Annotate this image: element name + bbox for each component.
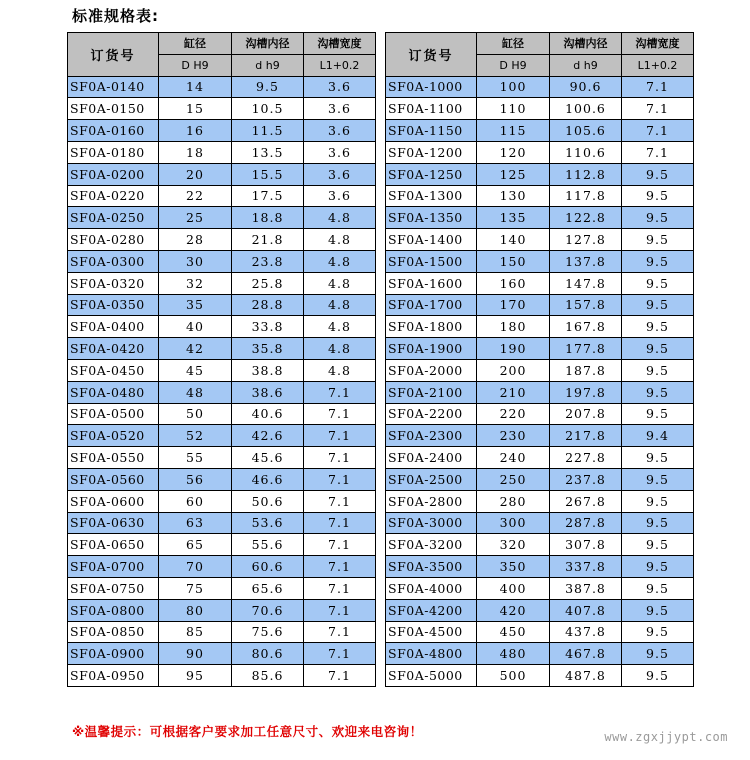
- groove-diameter-cell: 207.8: [550, 403, 622, 425]
- groove-diameter-cell: 177.8: [550, 338, 622, 360]
- bore-cell: 16: [159, 120, 232, 142]
- header-groove-width: 沟槽宽度: [622, 33, 694, 55]
- table-row: [68, 294, 376, 316]
- spec-table-right: [385, 32, 694, 687]
- bore-cell: 22: [159, 185, 232, 207]
- groove-diameter-cell: 307.8: [550, 534, 622, 556]
- table-row: [386, 207, 694, 229]
- groove-width-cell: 4.8: [304, 207, 376, 229]
- groove-width-cell: 9.5: [622, 468, 694, 490]
- groove-width-cell: 9.5: [622, 294, 694, 316]
- groove-diameter-cell: 287.8: [550, 512, 622, 534]
- groove-diameter-cell: 137.8: [550, 250, 622, 272]
- table-row: [68, 272, 376, 294]
- groove-diameter-cell: 18.8: [232, 207, 304, 229]
- order-code-cell: SF0A-5000: [386, 665, 477, 687]
- groove-width-cell: 4.8: [304, 316, 376, 338]
- table-row: [68, 490, 376, 512]
- groove-width-cell: 7.1: [304, 403, 376, 425]
- bore-cell: 210: [477, 381, 550, 403]
- bore-cell: 25: [159, 207, 232, 229]
- table-row: [68, 425, 376, 447]
- groove-width-cell: 7.1: [304, 534, 376, 556]
- table-row: [386, 490, 694, 512]
- groove-diameter-cell: 227.8: [550, 447, 622, 469]
- groove-width-cell: 9.5: [622, 556, 694, 578]
- bore-cell: 18: [159, 141, 232, 163]
- header-groove-diameter-tolerance: d h9: [232, 54, 304, 76]
- groove-diameter-cell: 53.6: [232, 512, 304, 534]
- bore-cell: 48: [159, 381, 232, 403]
- order-code-cell: SF0A-2400: [386, 447, 477, 469]
- order-code-cell: SF0A-0950: [68, 665, 159, 687]
- groove-width-cell: 7.1: [304, 599, 376, 621]
- bore-cell: 60: [159, 490, 232, 512]
- groove-diameter-cell: 112.8: [550, 163, 622, 185]
- bore-cell: 500: [477, 665, 550, 687]
- groove-width-cell: 3.6: [304, 163, 376, 185]
- table-row: [386, 163, 694, 185]
- table-row: [386, 621, 694, 643]
- table-row: [386, 425, 694, 447]
- groove-width-cell: 3.6: [304, 98, 376, 120]
- bore-cell: 15: [159, 98, 232, 120]
- header-bore: 缸径: [477, 33, 550, 55]
- order-code-cell: SF0A-0150: [68, 98, 159, 120]
- order-code-cell: SF0A-3200: [386, 534, 477, 556]
- table-row: [68, 163, 376, 185]
- table-row: [68, 207, 376, 229]
- groove-width-cell: 9.5: [622, 512, 694, 534]
- groove-width-cell: 9.5: [622, 185, 694, 207]
- bore-cell: 90: [159, 643, 232, 665]
- order-code-cell: SF0A-1250: [386, 163, 477, 185]
- table-row: [386, 272, 694, 294]
- groove-width-cell: 9.5: [622, 272, 694, 294]
- order-code-cell: SF0A-1150: [386, 120, 477, 142]
- table-row: [68, 229, 376, 251]
- table-row: [386, 556, 694, 578]
- bore-cell: 350: [477, 556, 550, 578]
- order-code-cell: SF0A-0500: [68, 403, 159, 425]
- groove-width-cell: 9.5: [622, 599, 694, 621]
- header-order-number: 订货号: [68, 33, 159, 77]
- header-bore: 缸径: [159, 33, 232, 55]
- order-code-cell: SF0A-3000: [386, 512, 477, 534]
- groove-diameter-cell: 10.5: [232, 98, 304, 120]
- table-row: [68, 447, 376, 469]
- groove-width-cell: 7.1: [304, 621, 376, 643]
- header-bore-tolerance: D H9: [477, 54, 550, 76]
- groove-diameter-cell: 110.6: [550, 141, 622, 163]
- groove-diameter-cell: 28.8: [232, 294, 304, 316]
- header-groove-diameter: 沟槽内径: [232, 33, 304, 55]
- order-code-cell: SF0A-0300: [68, 250, 159, 272]
- groove-diameter-cell: 187.8: [550, 359, 622, 381]
- groove-diameter-cell: 60.6: [232, 556, 304, 578]
- groove-diameter-cell: 85.6: [232, 665, 304, 687]
- groove-width-cell: 4.8: [304, 229, 376, 251]
- bore-cell: 125: [477, 163, 550, 185]
- groove-diameter-cell: 437.8: [550, 621, 622, 643]
- bore-cell: 300: [477, 512, 550, 534]
- spec-table-left: [67, 32, 376, 687]
- groove-width-cell: 9.5: [622, 316, 694, 338]
- groove-diameter-cell: 127.8: [550, 229, 622, 251]
- table-row: [386, 665, 694, 687]
- groove-diameter-cell: 38.6: [232, 381, 304, 403]
- bore-cell: 115: [477, 120, 550, 142]
- order-code-cell: SF0A-0160: [68, 120, 159, 142]
- bore-cell: 42: [159, 338, 232, 360]
- order-code-cell: SF0A-2500: [386, 468, 477, 490]
- order-code-cell: SF0A-2100: [386, 381, 477, 403]
- order-code-cell: SF0A-1400: [386, 229, 477, 251]
- groove-width-cell: 9.5: [622, 534, 694, 556]
- table-row: [68, 599, 376, 621]
- order-code-cell: SF0A-0220: [68, 185, 159, 207]
- groove-diameter-cell: 337.8: [550, 556, 622, 578]
- groove-diameter-cell: 90.6: [550, 76, 622, 98]
- bore-cell: 80: [159, 599, 232, 621]
- groove-diameter-cell: 75.6: [232, 621, 304, 643]
- table-row: [68, 185, 376, 207]
- groove-width-cell: 7.1: [622, 141, 694, 163]
- groove-diameter-cell: 42.6: [232, 425, 304, 447]
- bore-cell: 20: [159, 163, 232, 185]
- groove-diameter-cell: 45.6: [232, 447, 304, 469]
- groove-width-cell: 7.1: [304, 643, 376, 665]
- table-row: [68, 621, 376, 643]
- groove-diameter-cell: 15.5: [232, 163, 304, 185]
- groove-diameter-cell: 23.8: [232, 250, 304, 272]
- table-row: [68, 556, 376, 578]
- groove-diameter-cell: 197.8: [550, 381, 622, 403]
- table-row: [386, 577, 694, 599]
- order-code-cell: SF0A-0250: [68, 207, 159, 229]
- table-row: [386, 338, 694, 360]
- bore-cell: 95: [159, 665, 232, 687]
- groove-width-cell: 9.5: [622, 207, 694, 229]
- groove-width-cell: 7.1: [622, 98, 694, 120]
- bore-cell: 65: [159, 534, 232, 556]
- table-row: [386, 643, 694, 665]
- groove-diameter-cell: 21.8: [232, 229, 304, 251]
- groove-diameter-cell: 65.6: [232, 577, 304, 599]
- groove-width-cell: 9.5: [622, 229, 694, 251]
- bore-cell: 45: [159, 359, 232, 381]
- bore-cell: 190: [477, 338, 550, 360]
- order-code-cell: SF0A-1200: [386, 141, 477, 163]
- groove-width-cell: 7.1: [304, 665, 376, 687]
- bore-cell: 250: [477, 468, 550, 490]
- order-code-cell: SF0A-0900: [68, 643, 159, 665]
- groove-diameter-cell: 267.8: [550, 490, 622, 512]
- bore-cell: 130: [477, 185, 550, 207]
- header-groove-width-tolerance: L1+0.2: [622, 54, 694, 76]
- groove-diameter-cell: 17.5: [232, 185, 304, 207]
- order-code-cell: SF0A-0450: [68, 359, 159, 381]
- groove-width-cell: 7.1: [304, 577, 376, 599]
- order-code-cell: SF0A-0630: [68, 512, 159, 534]
- groove-width-cell: 9.5: [622, 381, 694, 403]
- order-code-cell: SF0A-1700: [386, 294, 477, 316]
- table-row: [68, 120, 376, 142]
- bore-cell: 230: [477, 425, 550, 447]
- groove-diameter-cell: 237.8: [550, 468, 622, 490]
- groove-diameter-cell: 70.6: [232, 599, 304, 621]
- header-groove-width-tolerance: L1+0.2: [304, 54, 376, 76]
- table-row: [386, 229, 694, 251]
- bore-cell: 52: [159, 425, 232, 447]
- table-row: [68, 403, 376, 425]
- order-code-cell: SF0A-0520: [68, 425, 159, 447]
- groove-diameter-cell: 387.8: [550, 577, 622, 599]
- groove-diameter-cell: 33.8: [232, 316, 304, 338]
- groove-diameter-cell: 11.5: [232, 120, 304, 142]
- table-row: [68, 512, 376, 534]
- notice-text: ※温馨提示：可根据客户要求加工任意尺寸、欢迎来电咨询！: [72, 724, 423, 739]
- groove-diameter-cell: 467.8: [550, 643, 622, 665]
- groove-diameter-cell: 25.8: [232, 272, 304, 294]
- bore-cell: 170: [477, 294, 550, 316]
- bore-cell: 35: [159, 294, 232, 316]
- groove-diameter-cell: 35.8: [232, 338, 304, 360]
- table-row: [68, 141, 376, 163]
- order-code-cell: SF0A-0320: [68, 272, 159, 294]
- bore-cell: 240: [477, 447, 550, 469]
- groove-diameter-cell: 55.6: [232, 534, 304, 556]
- bore-cell: 70: [159, 556, 232, 578]
- bore-cell: 220: [477, 403, 550, 425]
- groove-diameter-cell: 157.8: [550, 294, 622, 316]
- order-code-cell: SF0A-1900: [386, 338, 477, 360]
- bore-cell: 55: [159, 447, 232, 469]
- order-code-cell: SF0A-1350: [386, 207, 477, 229]
- order-code-cell: SF0A-1000: [386, 76, 477, 98]
- table-row: [386, 512, 694, 534]
- groove-width-cell: 4.8: [304, 294, 376, 316]
- table-row: [386, 250, 694, 272]
- groove-width-cell: 9.5: [622, 403, 694, 425]
- order-code-cell: SF0A-4800: [386, 643, 477, 665]
- table-row: [386, 185, 694, 207]
- groove-diameter-cell: 80.6: [232, 643, 304, 665]
- groove-width-cell: 7.1: [304, 425, 376, 447]
- groove-diameter-cell: 100.6: [550, 98, 622, 120]
- bore-cell: 50: [159, 403, 232, 425]
- order-code-cell: SF0A-0800: [68, 599, 159, 621]
- bore-cell: 160: [477, 272, 550, 294]
- order-code-cell: SF0A-4500: [386, 621, 477, 643]
- groove-width-cell: 9.5: [622, 621, 694, 643]
- groove-width-cell: 3.6: [304, 120, 376, 142]
- groove-diameter-cell: 38.8: [232, 359, 304, 381]
- order-code-cell: SF0A-1800: [386, 316, 477, 338]
- order-code-cell: SF0A-0650: [68, 534, 159, 556]
- table-row: [386, 359, 694, 381]
- order-code-cell: SF0A-2000: [386, 359, 477, 381]
- groove-width-cell: 4.8: [304, 338, 376, 360]
- bore-cell: 480: [477, 643, 550, 665]
- header-groove-diameter-tolerance: d h9: [550, 54, 622, 76]
- groove-diameter-cell: 217.8: [550, 425, 622, 447]
- groove-width-cell: 7.1: [304, 468, 376, 490]
- groove-width-cell: 3.6: [304, 185, 376, 207]
- bore-cell: 320: [477, 534, 550, 556]
- groove-width-cell: 9.5: [622, 643, 694, 665]
- bore-cell: 32: [159, 272, 232, 294]
- groove-diameter-cell: 46.6: [232, 468, 304, 490]
- table-row: [68, 577, 376, 599]
- table-row: [68, 643, 376, 665]
- bore-cell: 63: [159, 512, 232, 534]
- header-groove-width: 沟槽宽度: [304, 33, 376, 55]
- order-code-cell: SF0A-0550: [68, 447, 159, 469]
- bore-cell: 110: [477, 98, 550, 120]
- table-row: [386, 141, 694, 163]
- table-row: [68, 665, 376, 687]
- table-row: [386, 534, 694, 556]
- bore-cell: 400: [477, 577, 550, 599]
- bore-cell: 200: [477, 359, 550, 381]
- bore-cell: 56: [159, 468, 232, 490]
- bore-cell: 450: [477, 621, 550, 643]
- groove-width-cell: 7.1: [304, 556, 376, 578]
- groove-width-cell: 4.8: [304, 359, 376, 381]
- bore-cell: 280: [477, 490, 550, 512]
- groove-width-cell: 9.5: [622, 359, 694, 381]
- groove-diameter-cell: 487.8: [550, 665, 622, 687]
- bore-cell: 180: [477, 316, 550, 338]
- order-code-cell: SF0A-0600: [68, 490, 159, 512]
- table-row: [386, 447, 694, 469]
- groove-width-cell: 4.8: [304, 250, 376, 272]
- order-code-cell: SF0A-4000: [386, 577, 477, 599]
- table-row: [386, 294, 694, 316]
- groove-diameter-cell: 147.8: [550, 272, 622, 294]
- bore-cell: 100: [477, 76, 550, 98]
- order-code-cell: SF0A-0180: [68, 141, 159, 163]
- order-code-cell: SF0A-4200: [386, 599, 477, 621]
- groove-width-cell: 3.6: [304, 141, 376, 163]
- table-row: [386, 98, 694, 120]
- table-row: [386, 599, 694, 621]
- groove-width-cell: 7.1: [304, 381, 376, 403]
- bore-cell: 40: [159, 316, 232, 338]
- bore-cell: 30: [159, 250, 232, 272]
- table-row: [386, 468, 694, 490]
- bore-cell: 135: [477, 207, 550, 229]
- groove-width-cell: 9.5: [622, 338, 694, 360]
- groove-diameter-cell: 167.8: [550, 316, 622, 338]
- bore-cell: 120: [477, 141, 550, 163]
- groove-width-cell: 7.1: [304, 512, 376, 534]
- table-row: [68, 250, 376, 272]
- order-code-cell: SF0A-2200: [386, 403, 477, 425]
- groove-diameter-cell: 407.8: [550, 599, 622, 621]
- header-bore-tolerance: D H9: [159, 54, 232, 76]
- watermark: www.zgxjjypt.com: [604, 730, 728, 744]
- groove-width-cell: 3.6: [304, 76, 376, 98]
- order-code-cell: SF0A-0140: [68, 76, 159, 98]
- order-code-cell: SF0A-1100: [386, 98, 477, 120]
- groove-width-cell: 7.1: [304, 447, 376, 469]
- table-row: [386, 76, 694, 98]
- table-row: [68, 359, 376, 381]
- page-title: 标准规格表:: [72, 7, 159, 25]
- groove-width-cell: 9.4: [622, 425, 694, 447]
- order-code-cell: SF0A-0200: [68, 163, 159, 185]
- table-row: [68, 76, 376, 98]
- groove-diameter-cell: 105.6: [550, 120, 622, 142]
- order-code-cell: SF0A-0700: [68, 556, 159, 578]
- table-row: [386, 316, 694, 338]
- order-code-cell: SF0A-0280: [68, 229, 159, 251]
- order-code-cell: SF0A-1300: [386, 185, 477, 207]
- bore-cell: 85: [159, 621, 232, 643]
- order-code-cell: SF0A-0400: [68, 316, 159, 338]
- order-code-cell: SF0A-2800: [386, 490, 477, 512]
- groove-width-cell: 7.1: [304, 490, 376, 512]
- order-code-cell: SF0A-0350: [68, 294, 159, 316]
- bore-cell: 150: [477, 250, 550, 272]
- table-row: [68, 534, 376, 556]
- groove-width-cell: 9.5: [622, 490, 694, 512]
- order-code-cell: SF0A-0420: [68, 338, 159, 360]
- groove-width-cell: 9.5: [622, 163, 694, 185]
- table-row: [68, 468, 376, 490]
- groove-diameter-cell: 9.5: [232, 76, 304, 98]
- groove-diameter-cell: 117.8: [550, 185, 622, 207]
- bore-cell: 140: [477, 229, 550, 251]
- groove-width-cell: 7.1: [622, 76, 694, 98]
- groove-diameter-cell: 40.6: [232, 403, 304, 425]
- order-code-cell: SF0A-2300: [386, 425, 477, 447]
- table-row: [68, 338, 376, 360]
- groove-width-cell: 9.5: [622, 447, 694, 469]
- table-row: [68, 381, 376, 403]
- table-row: [386, 120, 694, 142]
- groove-diameter-cell: 13.5: [232, 141, 304, 163]
- order-code-cell: SF0A-3500: [386, 556, 477, 578]
- order-code-cell: SF0A-0560: [68, 468, 159, 490]
- header-groove-diameter: 沟槽内径: [550, 33, 622, 55]
- bore-cell: 75: [159, 577, 232, 599]
- table-row: [68, 98, 376, 120]
- order-code-cell: SF0A-1600: [386, 272, 477, 294]
- bore-cell: 28: [159, 229, 232, 251]
- header-order-number: 订货号: [386, 33, 477, 77]
- bore-cell: 14: [159, 76, 232, 98]
- groove-width-cell: 4.8: [304, 272, 376, 294]
- order-code-cell: SF0A-1500: [386, 250, 477, 272]
- order-code-cell: SF0A-0750: [68, 577, 159, 599]
- groove-width-cell: 9.5: [622, 665, 694, 687]
- order-code-cell: SF0A-0480: [68, 381, 159, 403]
- groove-width-cell: 7.1: [622, 120, 694, 142]
- bore-cell: 420: [477, 599, 550, 621]
- groove-diameter-cell: 122.8: [550, 207, 622, 229]
- order-code-cell: SF0A-0850: [68, 621, 159, 643]
- table-row: [68, 316, 376, 338]
- table-row: [386, 403, 694, 425]
- table-row: [386, 381, 694, 403]
- groove-width-cell: 9.5: [622, 250, 694, 272]
- groove-width-cell: 9.5: [622, 577, 694, 599]
- groove-diameter-cell: 50.6: [232, 490, 304, 512]
